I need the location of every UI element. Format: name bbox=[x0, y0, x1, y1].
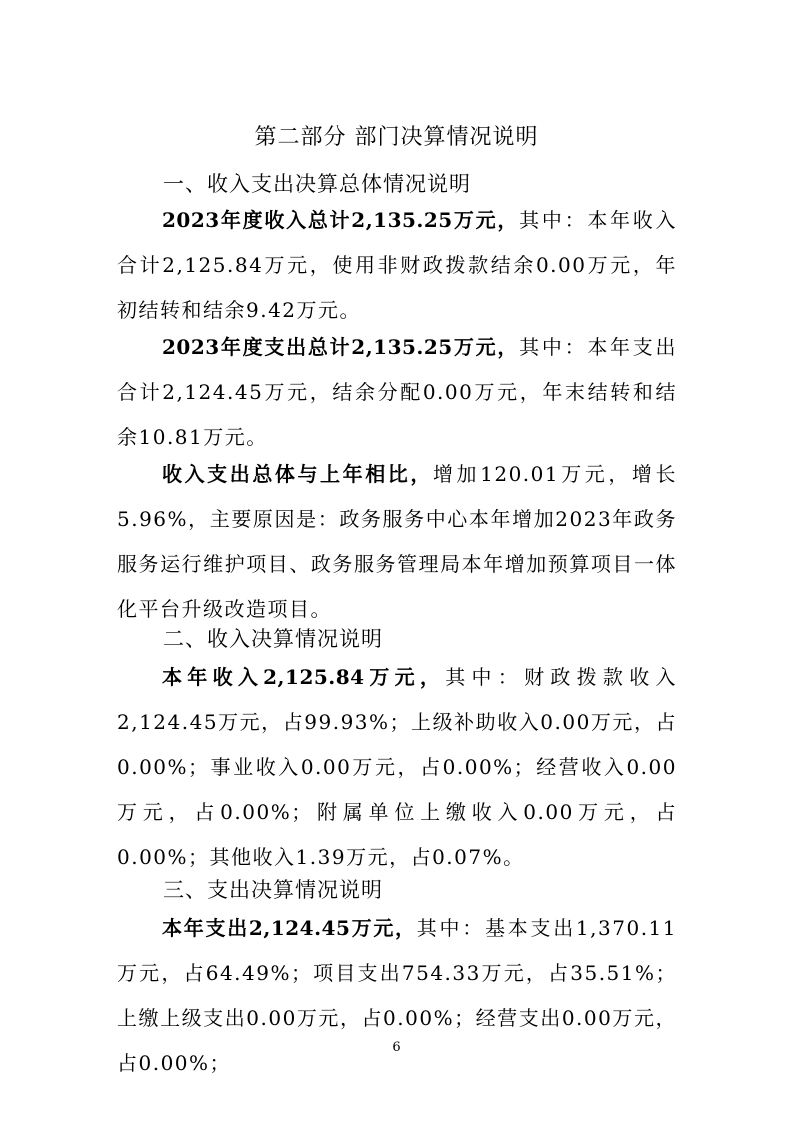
paragraph-lead: 2023年度收入总计2,135.25万元， bbox=[162, 208, 520, 232]
paragraph-expense-detail bbox=[117, 906, 677, 1086]
page-title: 第二部分 部门决算情况说明 bbox=[254, 125, 539, 150]
page-number: 6 bbox=[392, 1040, 401, 1055]
section-heading-income: 二、收入决算情况说明 bbox=[163, 627, 383, 651]
section-heading-overall: 一、收入支出决算总体情况说明 bbox=[163, 172, 471, 196]
paragraph-body: 增加120.01万元，增长5.96%，主要原因是：政务服务中心本年增加2023年政务服务运行维护项目、政务服务管理局本年增加预算项目一体化平台升级改造项目。 bbox=[117, 462, 678, 621]
paragraph-lead: 2023年度支出总计2,135.25万元， bbox=[162, 335, 520, 359]
paragraph-income-detail bbox=[117, 655, 677, 880]
paragraph-lead: 本年支出2,124.45万元， bbox=[162, 916, 417, 940]
paragraph-income-total bbox=[117, 198, 677, 333]
section-heading-expense: 三、支出决算情况说明 bbox=[163, 878, 383, 902]
paragraph-lead: 本年收入2,125.84万元， bbox=[162, 665, 446, 689]
paragraph-body: 其中：本年支出合计2,124.45万元，结余分配0.00万元，年末结转和结余10.81万元。 bbox=[117, 335, 678, 449]
paragraph-body: 其中：本年收入合计2,125.84万元，使用非财政拨款结余0.00万元，年初结转和结余9.42万元。 bbox=[117, 208, 678, 322]
paragraph-expense-total bbox=[117, 325, 677, 460]
paragraph-body: 其中：财政拨款收入2,124.45万元，占99.93%；上级补助收入0.00万元，占0.00%；事业收入0.00万元，占0.00%；经营收入0.00万元，占0.00%；附属单位上缴收入0.00万元，占0.00%；其他收入1.39万元，占0.07%。 bbox=[117, 665, 678, 869]
paragraph-year-comparison bbox=[117, 452, 677, 632]
paragraph-body: 其中：基本支出1,370.11万元，占64.49%；项目支出754.33万元，占35.51%；上缴上级支出0.00万元，占0.00%；经营支出0.00万元，占0.00%； bbox=[117, 916, 677, 1075]
paragraph-lead: 收入支出总体与上年相比， bbox=[162, 462, 433, 486]
